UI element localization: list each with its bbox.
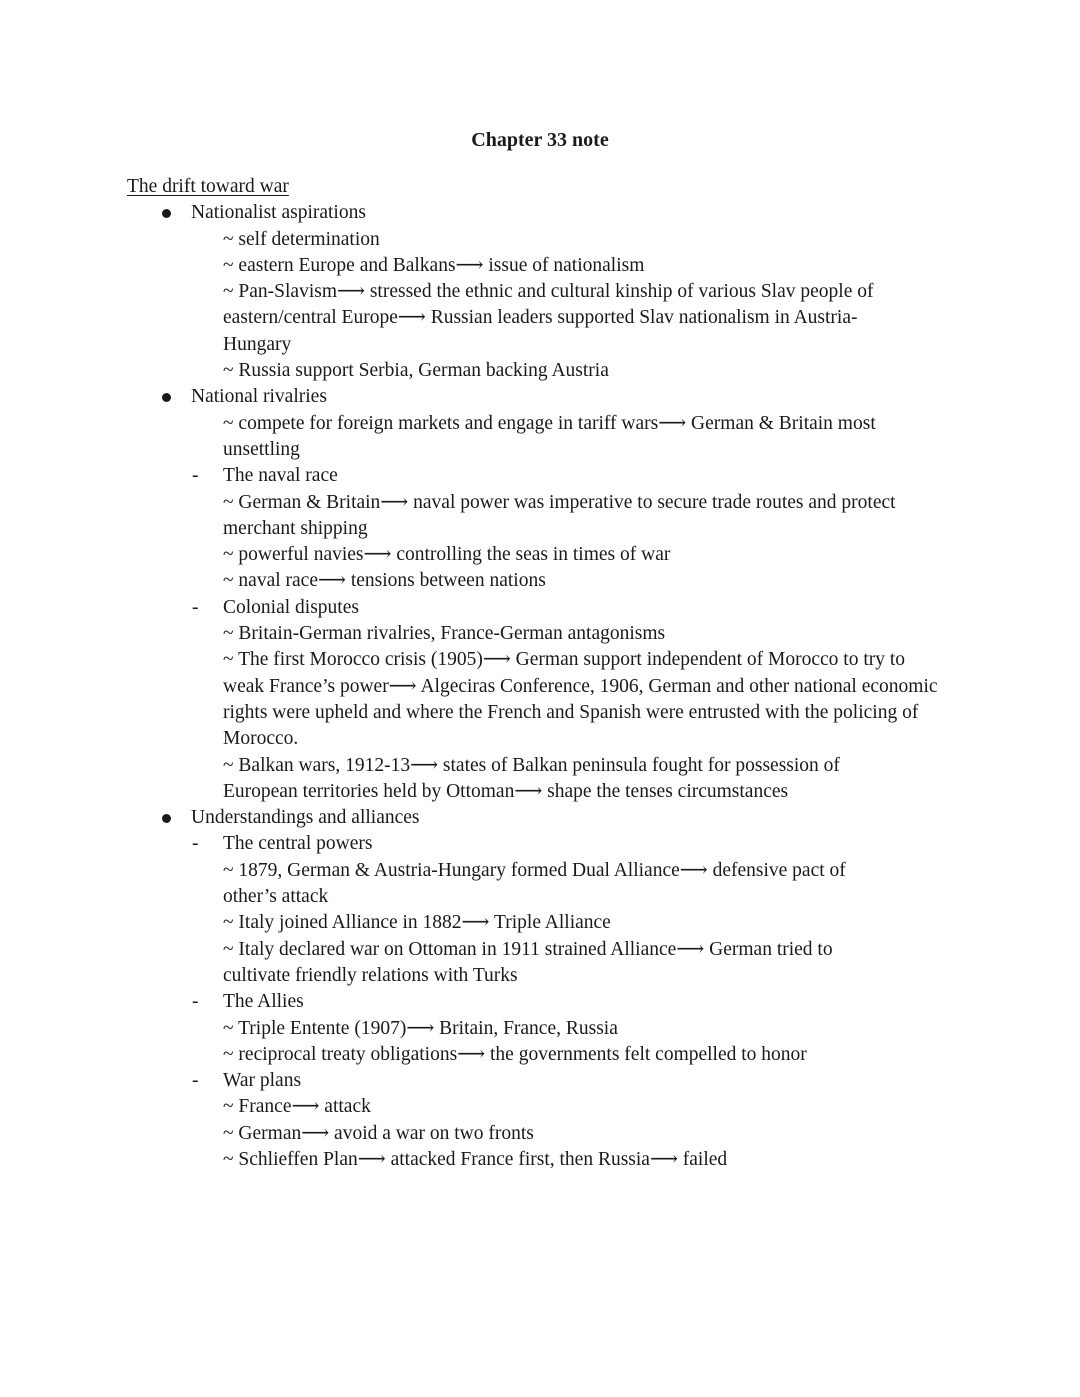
note-line: ~ 1879, German & Austria-Hungary formed Dual Alliance⟶ defensive pact of other’s attack	[223, 859, 846, 908]
note-line: ~ The first Morocco crisis (1905)⟶ German support independent of Morocco to try to weak France’s power⟶ Algeciras Conference, 1906, German and other national economic rights were upheld and where the French and Spanish were entrusted with the policing of Morocco.	[223, 649, 938, 750]
note-line: ~ reciprocal treaty obligations⟶ the governments felt compelled to honor	[223, 1043, 807, 1065]
note-line: ~ self determination	[223, 228, 380, 250]
note-line: ~ Pan-Slavism⟶ stressed the ethnic and cultural kinship of various Slav people of eastern/central Europe⟶ Russian leaders supported Slav nationalism in Austria-Hungary	[223, 281, 874, 355]
section-heading: The drift toward war	[127, 176, 289, 197]
note-line: ~ naval race⟶ tensions between nations	[223, 570, 546, 592]
note-line: ~ German & Britain⟶ naval power was imperative to secure trade routes and protect merchant shipping	[223, 491, 896, 539]
note-line: ~ Britain-German rivalries, France-German antagonisms	[223, 623, 666, 645]
note-line: ~ German⟶ avoid a war on two fronts	[223, 1122, 534, 1144]
sub-item: - Colonial disputes	[127, 595, 957, 621]
note-line: ~ eastern Europe and Balkans⟶ issue of nationalism	[223, 254, 645, 276]
bullet-item: Understandings and alliances	[127, 805, 957, 831]
bullet-item: National rivalries	[127, 384, 957, 410]
bullet-item: Nationalist aspirations	[127, 200, 957, 226]
sub-item: - The naval race	[127, 463, 957, 489]
note-line: ~ Italy declared war on Ottoman in 1911 strained Alliance⟶ German tried to cultivate friendly relations with Turks	[223, 938, 833, 986]
note-line: ~ powerful navies⟶ controlling the seas in times of war	[223, 544, 671, 566]
sub-item: - The Allies	[127, 989, 957, 1015]
page-title: Chapter 33 note	[471, 129, 609, 151]
note-line: ~ France⟶ attack	[223, 1096, 371, 1118]
note-line: ~ Italy joined Alliance in 1882⟶ Triple Alliance	[223, 912, 611, 934]
sub-item: - War plans	[127, 1068, 957, 1094]
sub-item: - The central powers	[127, 831, 957, 857]
note-line: ~ compete for foreign markets and engage in tariff wars⟶ German & Britain most unsettling	[223, 412, 876, 460]
note-line: ~ Balkan wars, 1912-13⟶ states of Balkan peninsula fought for possession of European territories held by Ottoman⟶ shape the tenses circumstances	[223, 754, 840, 802]
notes-body	[127, 174, 957, 1173]
note-line: ~ Triple Entente (1907)⟶ Britain, France, Russia	[223, 1017, 618, 1039]
note-line: ~ Schlieffen Plan⟶ attacked France first, then Russia⟶ failed	[223, 1148, 728, 1170]
note-line: ~ Russia support Serbia, German backing Austria	[223, 360, 609, 382]
